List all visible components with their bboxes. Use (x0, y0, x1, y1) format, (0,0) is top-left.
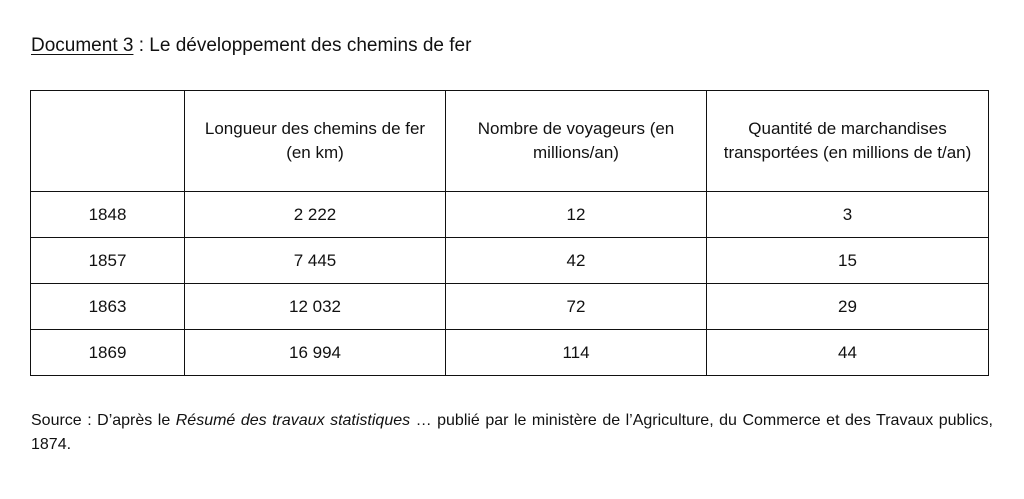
document-title (31, 33, 471, 59)
table-row (31, 238, 989, 284)
length-cell: 12 032 (185, 284, 446, 330)
railway-data-table (30, 90, 989, 376)
header-empty-cell (31, 91, 185, 192)
header-passengers: Nombre de voyageurs (en millions/an) (446, 91, 707, 192)
passengers-cell: 72 (446, 284, 707, 330)
year-cell: 1869 (31, 330, 185, 376)
table-row (31, 284, 989, 330)
freight-cell: 29 (707, 284, 989, 330)
table-row (31, 192, 989, 238)
title-separator: : (133, 35, 150, 56)
source-note (31, 409, 993, 457)
table-header-row (31, 91, 989, 192)
passengers-cell: 42 (446, 238, 707, 284)
passengers-cell: 12 (446, 192, 707, 238)
source-work-title: Résumé des travaux statistiques (175, 412, 411, 429)
year-cell: 1863 (31, 284, 185, 330)
length-cell: 16 994 (185, 330, 446, 376)
passengers-cell: 114 (446, 330, 707, 376)
document-label: Document 3 (31, 35, 134, 56)
length-cell: 2 222 (185, 192, 446, 238)
source-suffix: … publié par le ministère de l’Agriculture, du Commerce et des Travaux publics, 1874. (31, 412, 993, 453)
year-cell: 1848 (31, 192, 185, 238)
title-text: Le développement des chemins de fer (149, 35, 472, 56)
source-prefix: Source : D’après le (31, 412, 176, 429)
header-length: Longueur des chemins de fer (en km) (185, 91, 446, 192)
header-freight: Quantité de marchandises transportées (en millions de t/an) (707, 91, 989, 192)
freight-cell: 15 (707, 238, 989, 284)
year-cell: 1857 (31, 238, 185, 284)
freight-cell: 3 (707, 192, 989, 238)
table-row (31, 330, 989, 376)
length-cell: 7 445 (185, 238, 446, 284)
freight-cell: 44 (707, 330, 989, 376)
